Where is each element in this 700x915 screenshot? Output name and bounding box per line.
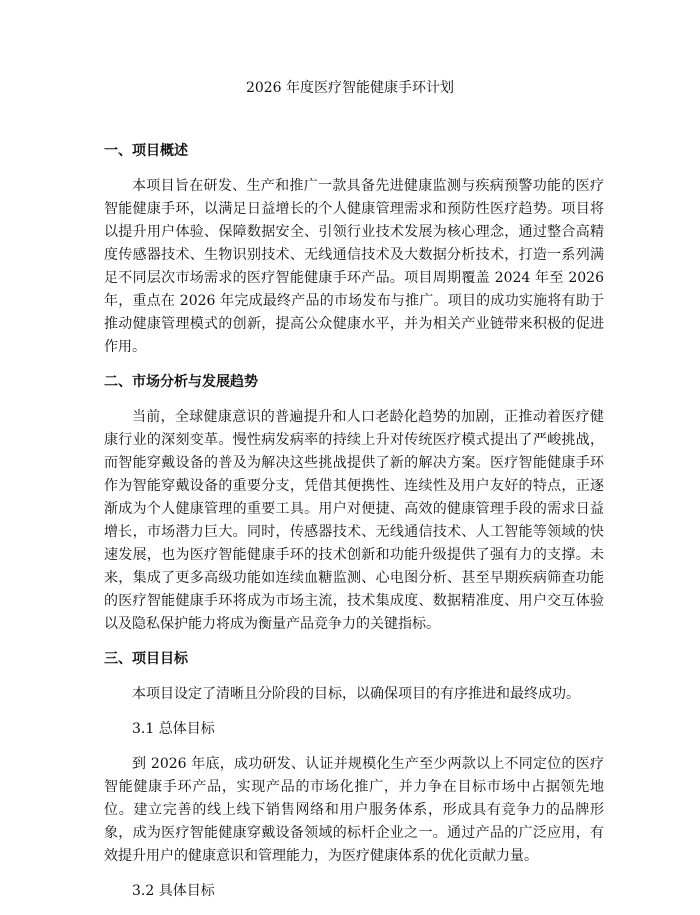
document-body (104, 140, 604, 915)
section-project-goals (104, 648, 604, 903)
subsection-heading: 3.2 具体目标 (132, 883, 215, 899)
section-heading: 三、项目目标 (104, 651, 188, 667)
paragraph: 当前，全球健康意识的普遍提升和人口老龄化趋势的加剧，正推动着医疗健康行业的深刻变革。慢性病发病率的持续上升对传统医疗模式提出了严峻挑战，而智能穿戴设备的普及为解决这些挑战提供了新的解决方案。医疗智能健康手环作为智能穿戴设备的重要分支，凭借其便携性、连续性及用户友好的特点，正逐渐成为个人健康管理的重要工具。用户对便捷、高效的健康管理手段的需求日益增长，市场潜力巨大。同时，传感器技术、无线通信技术、人工智能等领域的快速发展，也为医疗智能健康手环的技术创新和功能升级提供了强有力的支撑。未来，集成了更多高级功能如连续血糖监测、心电图分析、甚至早期疾病筛查功能的医疗智能健康手环将成为市场主流，技术集成度、数据精准度、用户交互体验以及隐私保护能力将成为衡量产品竞争力的关键指标。 (104, 409, 604, 632)
subsection-heading: 3.1 总体目标 (132, 721, 215, 737)
section-market-analysis (104, 371, 604, 636)
paragraph: 到 2026 年底，成功研发、认证并规模化生产至少两款以上不同定位的医疗智能健康手环产品，实现产品的市场化推广，并力争在目标市场中占据领先地位。建立完善的线上线下销售网络和用户服务体系，形成具有竞争力的品牌形象，成为医疗智能健康穿戴设备领域的标杆企业之一。通过产品的广泛应用，有效提升用户的健康意识和管理能力，为医疗健康体系的优化贡献力量。 (104, 756, 604, 864)
document-title: 2026 年度医疗智能健康手环计划 (245, 80, 455, 96)
paragraph: 本项目设定了清晰且分阶段的目标，以确保项目的有序推进和最终成功。 (132, 686, 580, 702)
section-heading: 一、项目概述 (104, 143, 188, 159)
paragraph: 本项目旨在研发、生产和推广一款具备先进健康监测与疾病预警功能的医疗智能健康手环，以满足日益增长的个人健康管理需求和预防性医疗趋势。项目将以提升用户体验、保障数据安全、引领行业技术发展为核心理念，通过整合高精度传感器技术、生物识别技术、无线通信技术及大数据分析技术，打造一系列满足不同层次市场需求的医疗智能健康手环产品。项目周期覆盖 2024 年至 2026 年，重点在 2026 年完成最终产品的市场发布与推广。项目的成功实施将有助于推动健康管理模式的创新，提高公众健康水平，并为相关产业链带来积极的促进作用。 (104, 178, 604, 355)
section-overview (104, 140, 604, 359)
section-heading: 二、市场分析与发展趋势 (104, 374, 258, 390)
